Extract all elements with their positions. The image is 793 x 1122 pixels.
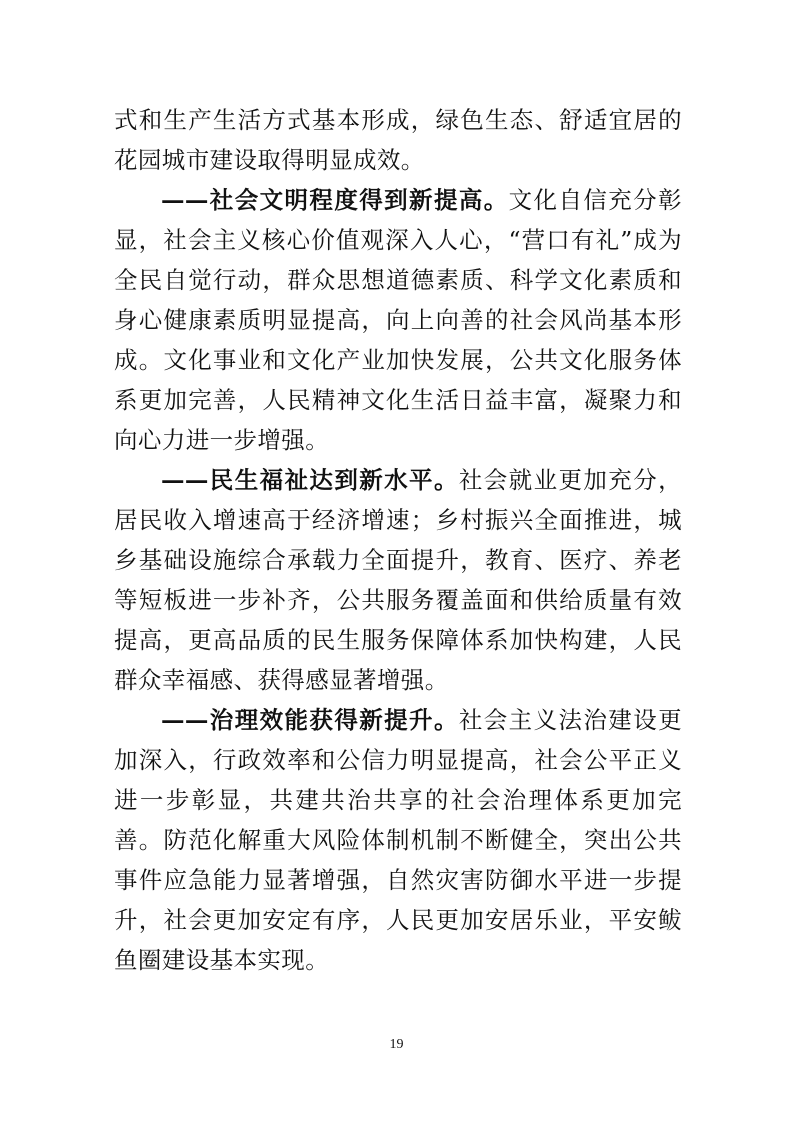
page-number: 19 — [389, 1037, 404, 1052]
paragraph-livelihood — [114, 460, 682, 700]
paragraph-text: 社会主义法治建设更加深入，行政效率和公信力明显提高，社会公平正义进一步彰显，共建共治共享的社会治理体系更加完善。防范化解重大风险体制机制不断健全，突出公共事件应急能力显著增强，自然灾害防御水平进一步提升，社会更加安定有序，人民更加安居乐业，平安鲅鱼圈建设基本实现。 — [114, 706, 682, 974]
paragraph-social-civilization — [114, 180, 682, 460]
paragraph-text: 文化自信充分彰显，社会主义核心价值观深入人心，“营口有礼”成为全民自觉行动，群众思想道德素质、科学文化素质和身心健康素质明显提高，向上向善的社会风尚基本形成。文化事业和文化产业加快发展，公共文化服务体系更加完善，人民精神文化生活日益丰富，凝聚力和向心力进一步增强。 — [114, 186, 682, 454]
paragraph-heading: ——治理效能获得新提升。 — [161, 706, 459, 734]
paragraph-text: 社会就业更加充分，居民收入增速高于经济增速；乡村振兴全面推进，城乡基础设施综合承载力全面提升，教育、医疗、养老等短板进一步补齐，公共服务覆盖面和供给质量有效提高，更高品质的民生服务保障体系加快构建，人民群众幸福感、获得感显著增强。 — [114, 466, 682, 694]
paragraph-heading: ——社会文明程度得到新提高。 — [161, 186, 509, 214]
paragraph-text: 式和生产生活方式基本形成，绿色生态、舒适宜居的花园城市建设取得明显成效。 — [114, 106, 682, 174]
body-text — [114, 100, 682, 980]
paragraph-continuation — [114, 100, 682, 180]
paragraph-governance — [114, 700, 682, 980]
paragraph-heading: ——民生福祉达到新水平。 — [161, 466, 459, 494]
